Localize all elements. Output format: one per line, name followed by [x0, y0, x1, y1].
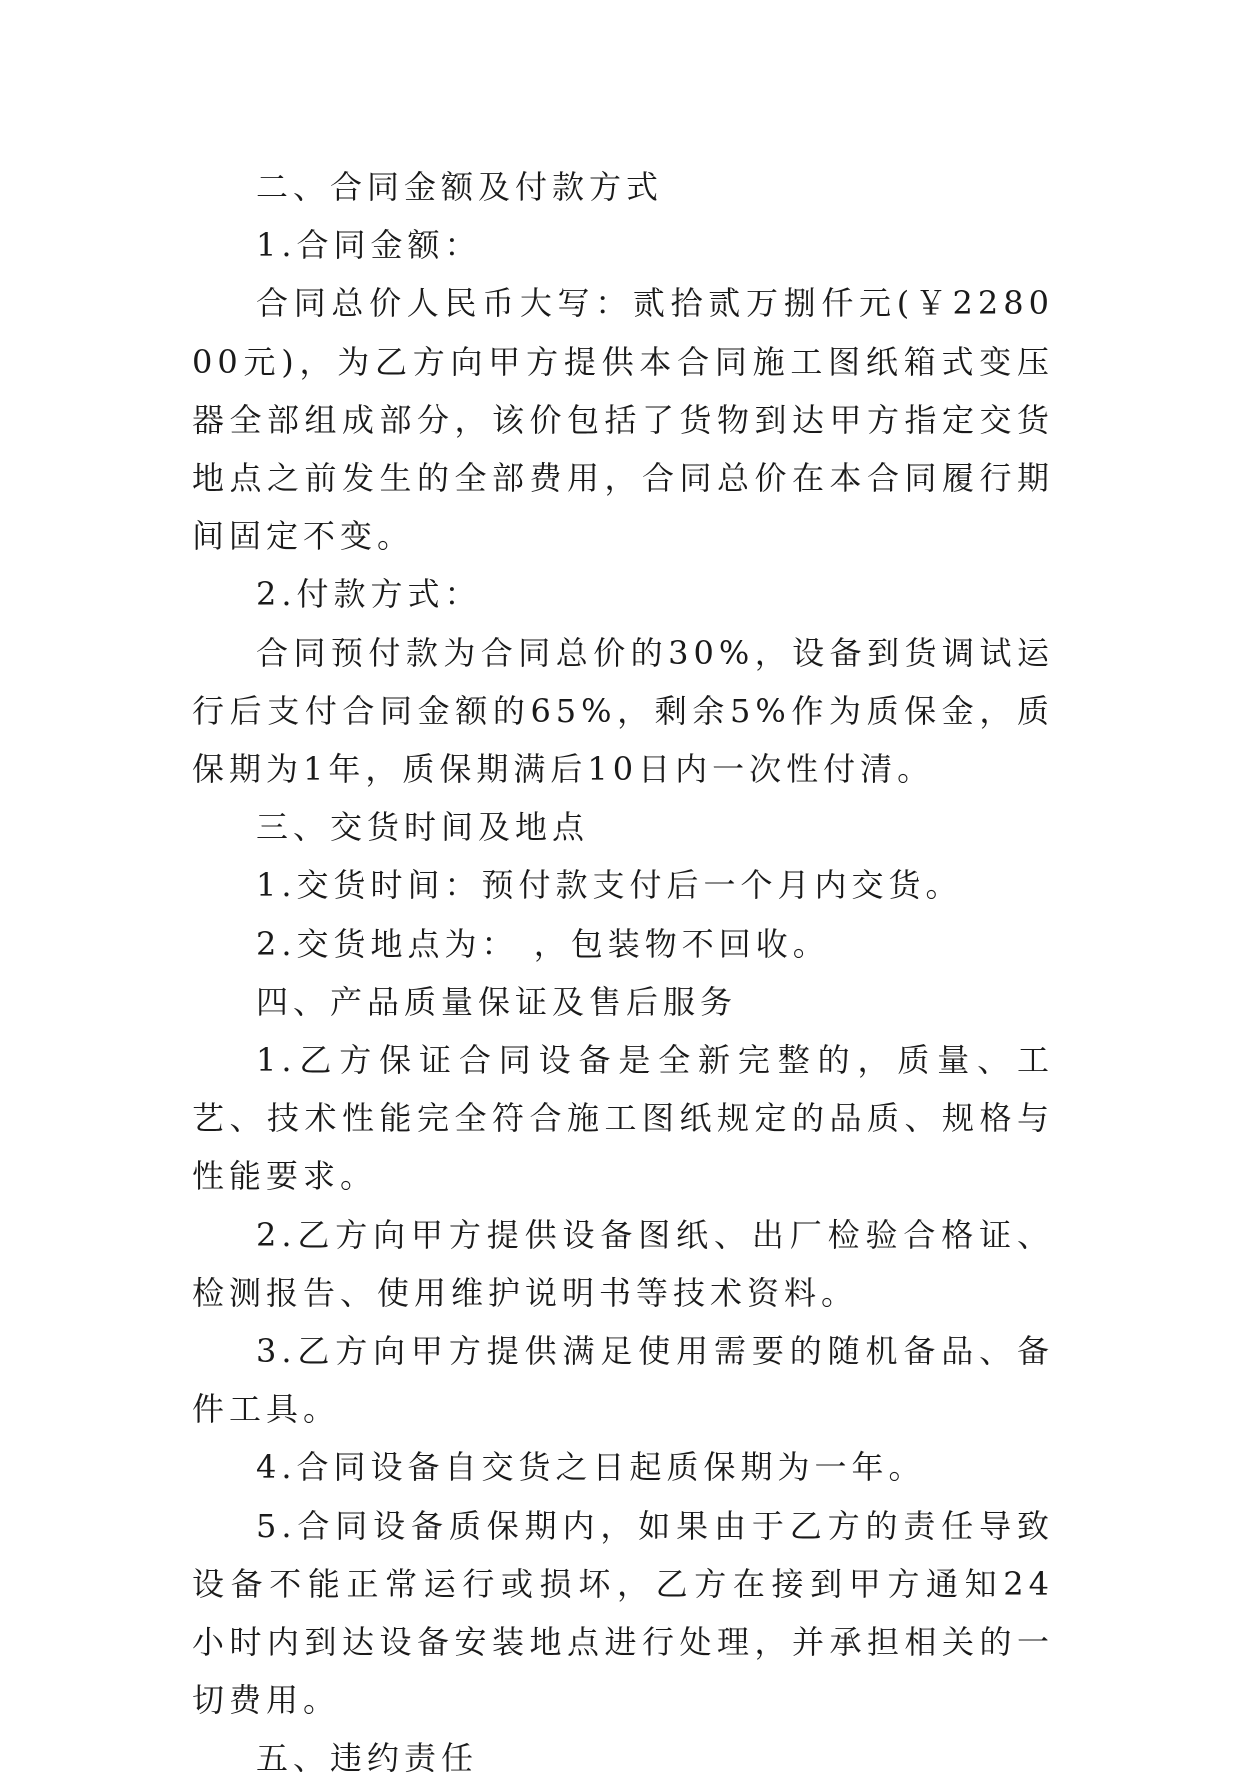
clause-quality-1: 1.乙方保证合同设备是全新完整的，质量、工艺、技术性能完全符合施工图纸规定的品质、规格与性能要求。: [192, 1041, 1054, 1196]
clause-contract-amount-text: 合同总价人民币大写：贰拾贰万捌仟元(￥228000元)，为乙方向甲方提供本合同施工图纸箱式变压器全部组成部分，该价包括了货物到达甲方指定交货地点之前发生的全部费用，合同总价在本合同履行期间固定不变。: [192, 284, 1054, 556]
section-heading-contract-amount-payment: 二、合同金额及付款方式: [256, 168, 664, 206]
clause-quality-4: 4.合同设备自交货之日起质保期为一年。: [256, 1448, 926, 1487]
section-heading-delivery: 三、交货时间及地点: [256, 808, 590, 847]
clause-quality-2: 2.乙方向甲方提供设备图纸、出厂检验合格证、检测报告、使用维护说明书等技术资料。: [192, 1215, 1054, 1312]
section-heading-quality-service: 四、产品质量保证及售后服务: [256, 982, 738, 1021]
clause-delivery-time: 1.交货时间：预付款支付后一个月内交货。: [256, 866, 963, 905]
clause-contract-amount-heading: 1.合同金额：: [256, 226, 482, 265]
clause-delivery-location: 2.交货地点为： ，包装物不回收。: [256, 924, 830, 963]
clause-quality-3: 3.乙方向甲方提供满足使用需要的随机备品、备件工具。: [192, 1332, 1054, 1429]
clause-payment-method-heading: 2.付款方式：: [256, 575, 482, 614]
section-heading-liability: 五、违约责任: [256, 1739, 479, 1778]
clause-payment-method-text: 合同预付款为合同总价的30%，设备到货调试运行后支付合同金额的65%，剩余5%作为质保金，质保期为1年，质保期满后10日内一次性付清。: [192, 633, 1054, 789]
document-body: [192, 158, 1054, 1788]
clause-quality-5: 5.合同设备质保期内，如果由于乙方的责任导致设备不能正常运行或损坏，乙方在接到甲方通知24小时内到达设备安装地点进行处理，并承担相关的一切费用。: [192, 1506, 1054, 1720]
